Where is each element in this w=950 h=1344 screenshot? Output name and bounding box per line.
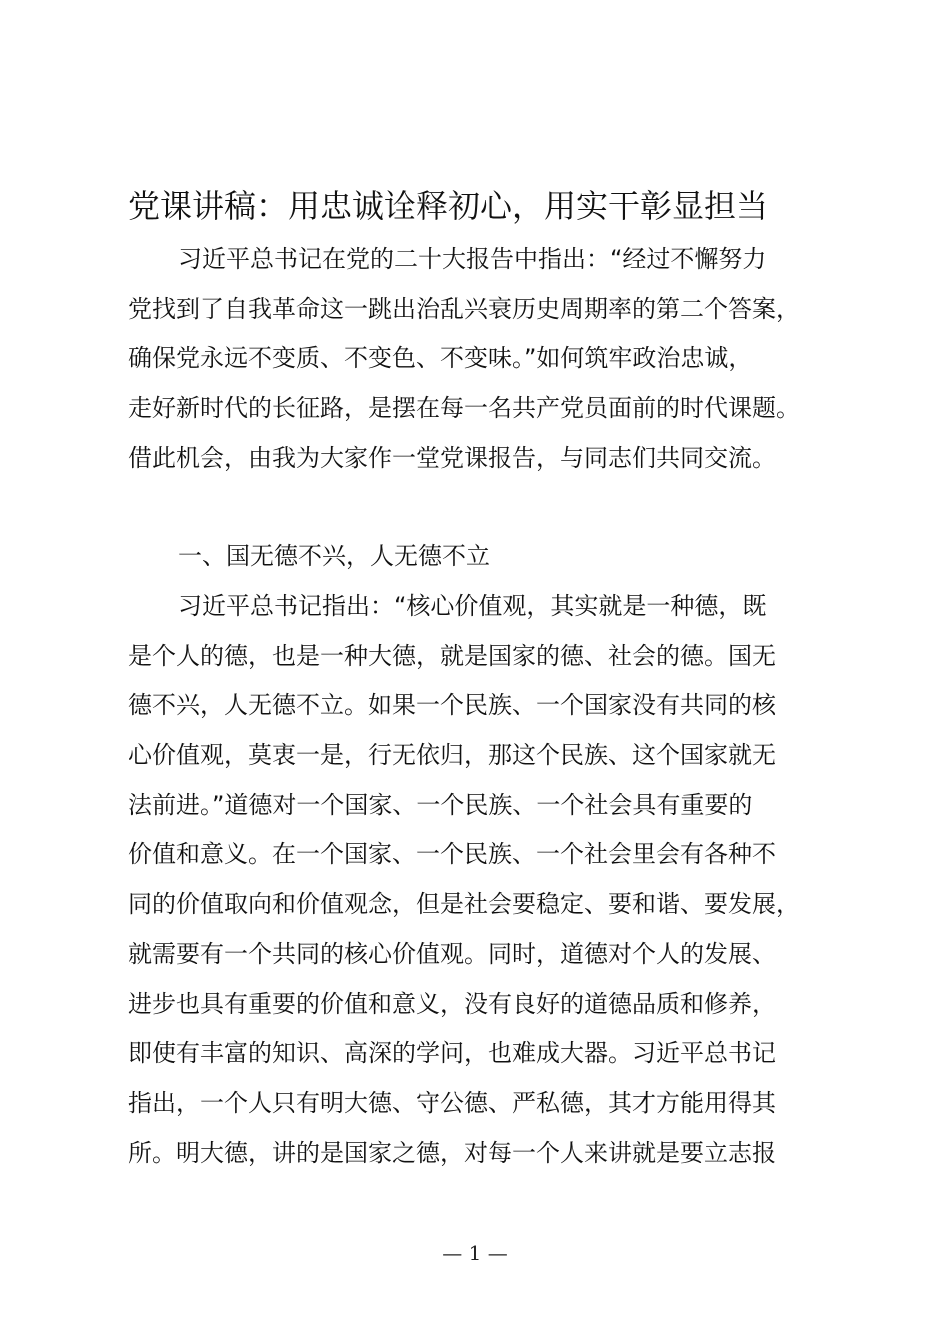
- text-line: 即使有丰富的知识、高深的学问，也难成大器。习近平总书记: [128, 1039, 776, 1068]
- text-line: 是个人的德，也是一种大德，就是国家的德、社会的德。国无: [128, 641, 776, 670]
- text-line: 同的价值取向和价值观念，但是社会要稳定、要和谐、要发展，: [128, 890, 800, 919]
- text-line: 借此机会，由我为大家作一堂党课报告，与同志们共同交流。: [128, 443, 776, 472]
- section-paragraph: [128, 582, 858, 1178]
- text-line: 走好新时代的长征路，是摆在每一名共产党员面前的时代课题。: [128, 394, 800, 423]
- text-line: 习近平总书记在党的二十大报告中指出：“经过不懈努力: [178, 245, 767, 273]
- text-line: 党找到了自我革命这一跳出治乱兴衰历史周期率的第二个答案，: [128, 294, 800, 323]
- text-line: 确保党永远不变质、不变色、不变味。”如何筑牢政治忠诚，: [128, 344, 753, 373]
- text-line: 价值和意义。在一个国家、一个民族、一个社会里会有各种不: [128, 840, 776, 869]
- text-line: 心价值观，莫衷一是，行无依归，那这个民族、这个国家就无: [128, 741, 776, 770]
- document-title: 党课讲稿：用忠诚诠释初心，用实干彰显担当: [128, 187, 769, 225]
- text-line: 指出，一个人只有明大德、守公德、严私德，其才方能用得其: [128, 1088, 776, 1117]
- text-line: 习近平总书记指出：“核心价值观，其实就是一种德，既: [178, 592, 767, 620]
- text-line: 所。明大德，讲的是国家之德，对每一个人来讲就是要立志报: [128, 1138, 776, 1167]
- text-line: 就需要有一个共同的核心价值观。同时，道德对个人的发展、: [128, 939, 776, 968]
- text-line: 德不兴，人无德不立。如果一个民族、一个国家没有共同的核: [128, 691, 776, 720]
- text-line: 法前进。”道德对一个国家、一个民族、一个社会具有重要的: [128, 790, 753, 819]
- section-heading-text: 一、国无德不兴，人无德不立: [178, 542, 490, 570]
- section-heading: [128, 532, 858, 582]
- intro-paragraph: [128, 235, 858, 483]
- page-number: — 1 —: [442, 1241, 508, 1265]
- text-line: 进步也具有重要的价值和意义，没有良好的道德品质和修养，: [128, 989, 776, 1018]
